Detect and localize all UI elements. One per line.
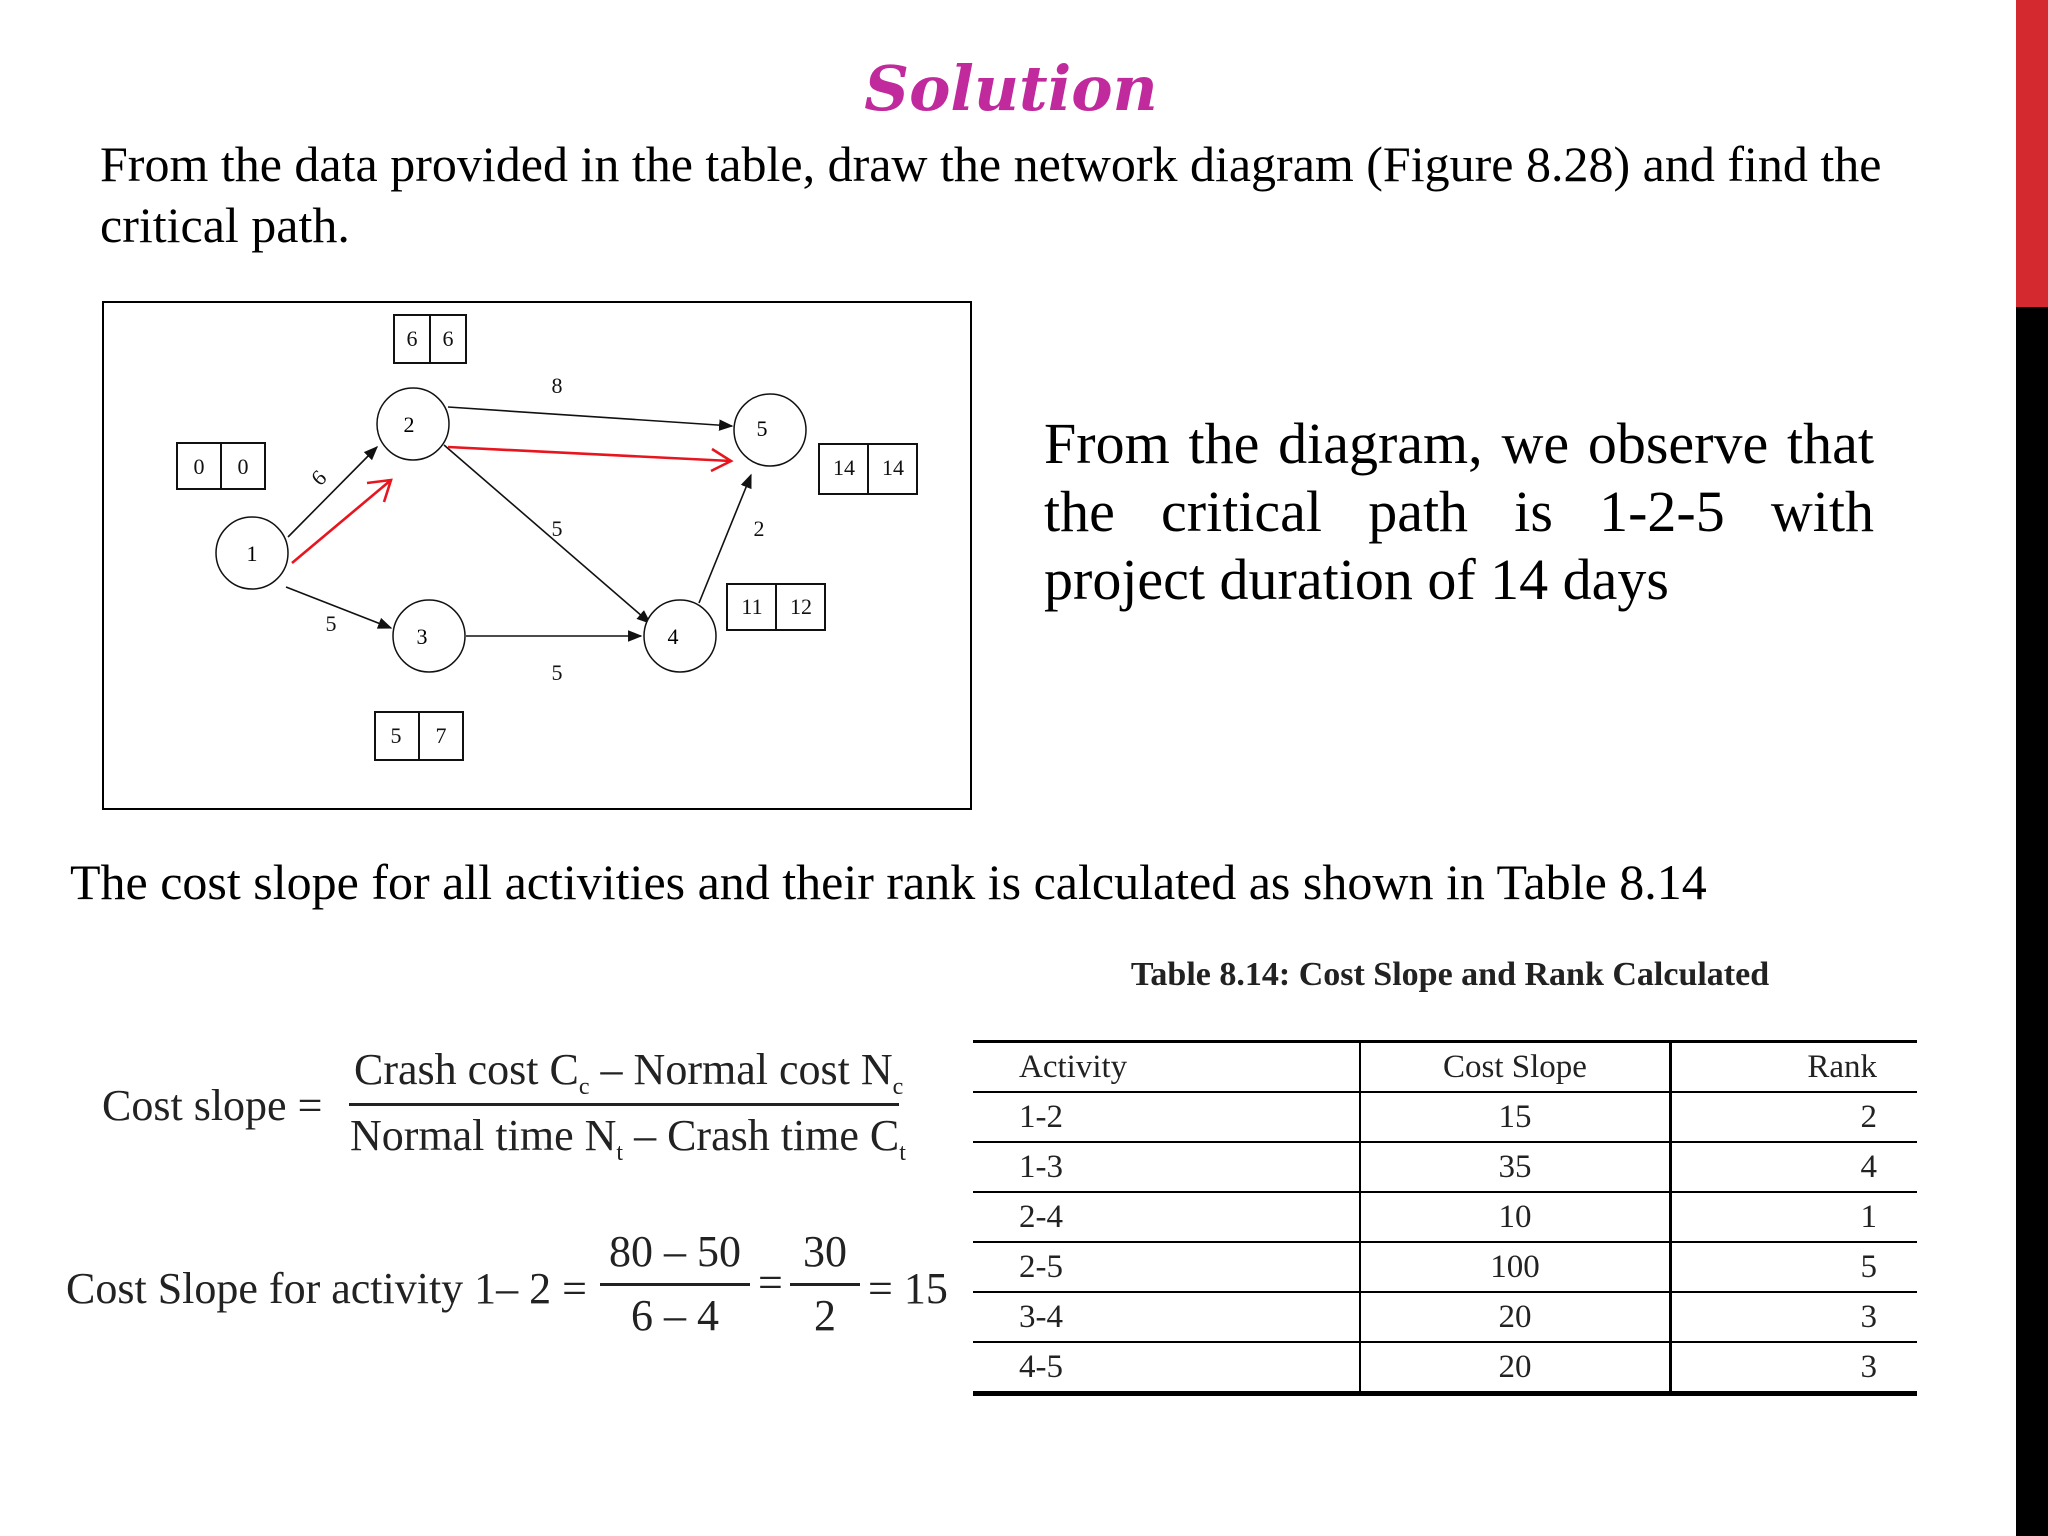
edge-1-2-duration: 6: [305, 464, 332, 491]
node-3-label: 3: [416, 624, 428, 649]
example-numerator-1: 80 – 50: [609, 1227, 741, 1276]
cell-rank: 5: [1671, 1242, 1918, 1292]
critical-arrow-2-5: [448, 447, 731, 471]
formula-lhs: Cost slope =: [102, 1081, 323, 1130]
cell-activity: 1-2: [973, 1092, 1360, 1142]
formula-denominator: Normal time $N_t$ – Crash time $C_t$: [350, 1111, 906, 1166]
node-1-late: 0: [237, 454, 249, 479]
time-box-node-4: [727, 584, 825, 630]
edge-2-5-duration: 8: [551, 373, 563, 398]
example-denominator-1: 6 – 4: [631, 1291, 719, 1340]
cost-slope-intro: The cost slope for all activities and their rank is calculated as shown in Table 8.14: [70, 854, 1707, 910]
table-row: [973, 1342, 1917, 1394]
node-1: [216, 517, 288, 589]
node-3-late: 7: [435, 723, 447, 748]
node-2-late: 6: [442, 326, 454, 351]
cell-cost-slope: 20: [1360, 1342, 1671, 1394]
cell-activity: 2-5: [973, 1242, 1360, 1292]
node-5-late: 14: [882, 455, 904, 480]
accent-bar-black: [2016, 307, 2048, 1536]
cell-rank: 2: [1671, 1092, 1918, 1142]
table-row: [973, 1142, 1917, 1192]
edge-2-5: [448, 407, 732, 426]
formula-fraction-bar: [349, 1103, 899, 1106]
node-2-early: 6: [406, 326, 418, 351]
node-1-label: 1: [246, 541, 258, 566]
table-row: [973, 1242, 1917, 1292]
example-denominator-2: 2: [814, 1291, 836, 1340]
table-row: [973, 1092, 1917, 1142]
node-3-early: 5: [390, 723, 402, 748]
node-2-label: 2: [403, 412, 415, 437]
time-box-node-5: [819, 444, 917, 494]
node-5-label: 5: [756, 416, 768, 441]
header-rank: Rank: [1671, 1042, 1918, 1093]
cell-activity: 2-4: [973, 1192, 1360, 1242]
edge-2-4: [444, 445, 650, 623]
edge-2-4-duration: 5: [551, 516, 563, 541]
formula-numerator: Crash cost $C_c$ – Normal cost $N_c$: [354, 1045, 904, 1100]
node-4: [644, 600, 716, 672]
cell-activity: 4-5: [973, 1342, 1360, 1394]
time-box-node-1: [177, 443, 265, 489]
node-5-early: 14: [833, 455, 855, 480]
cell-cost-slope: 20: [1360, 1292, 1671, 1342]
node-3: [393, 600, 465, 672]
critical-path-observation: From the diagram, we observe that the critical path is 1-2-5 with project duration of 14 days: [1044, 411, 1874, 612]
example-fraction-bar-1: [600, 1283, 750, 1286]
example-fraction-bar-2: [790, 1283, 860, 1286]
example-numerator-2: 30: [803, 1227, 847, 1276]
node-1-early: 0: [193, 454, 205, 479]
network-diagram-svg: [104, 303, 974, 812]
example-equals: =: [758, 1258, 783, 1307]
time-box-node-2: [394, 315, 466, 363]
header-cost-slope: Cost Slope: [1360, 1042, 1671, 1093]
critical-arrow-1-2: [292, 480, 391, 563]
node-4-late: 12: [790, 594, 812, 619]
header-activity: Activity: [973, 1042, 1360, 1093]
node-4-early: 11: [741, 594, 763, 619]
edge-4-5-duration: 2: [753, 516, 765, 541]
cost-slope-table: [973, 1040, 1917, 1396]
cell-cost-slope: 100: [1360, 1242, 1671, 1292]
cell-rank: 3: [1671, 1292, 1918, 1342]
cell-rank: 3: [1671, 1342, 1918, 1394]
accent-bar-red: [2016, 0, 2048, 307]
node-4-label: 4: [667, 624, 679, 649]
cell-cost-slope: 15: [1360, 1092, 1671, 1142]
edge-1-2: [288, 447, 377, 537]
cell-activity: 3-4: [973, 1292, 1360, 1342]
table-header-row: [973, 1042, 1917, 1093]
table-title: Table 8.14: Cost Slope and Rank Calculated: [1130, 956, 1770, 993]
cell-rank: 1: [1671, 1192, 1918, 1242]
cell-cost-slope: 10: [1360, 1192, 1671, 1242]
edge-1-3-duration: 5: [325, 611, 337, 636]
table-row: [973, 1292, 1917, 1342]
node-5: [734, 394, 806, 466]
edge-3-4-duration: 5: [551, 660, 563, 685]
network-diagram: [102, 301, 972, 810]
example-lhs: Cost Slope for activity 1– 2 =: [66, 1264, 587, 1313]
table-row: [973, 1192, 1917, 1242]
slide-title: Solution: [864, 52, 1158, 125]
edge-1-3: [286, 587, 391, 628]
example-result: = 15: [868, 1264, 948, 1313]
time-box-node-3: [375, 712, 463, 760]
cell-rank: 4: [1671, 1142, 1918, 1192]
node-2: [377, 388, 449, 460]
cell-cost-slope: 35: [1360, 1142, 1671, 1192]
cell-activity: 1-3: [973, 1142, 1360, 1192]
intro-text: From the data provided in the table, draw the network diagram (Figure 8.28) and find the critical path.: [100, 136, 1882, 253]
